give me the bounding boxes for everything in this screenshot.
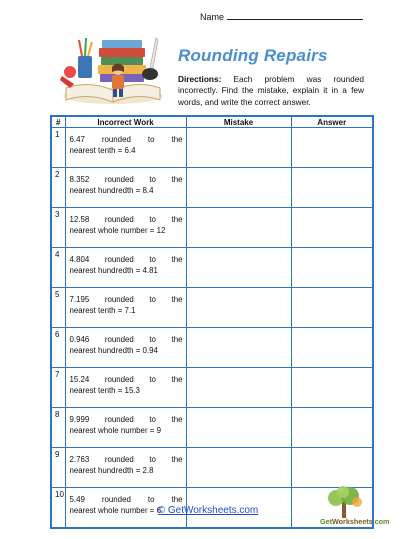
work-word: rounded	[104, 215, 134, 224]
footer-link[interactable]: © GetWorksheets.com	[157, 505, 259, 516]
table-row	[51, 248, 373, 288]
answer-cell[interactable]	[291, 328, 373, 368]
work-line-1	[70, 294, 183, 305]
work-line-1	[70, 214, 183, 225]
incorrect-work-cell	[65, 448, 186, 488]
work-line-1	[70, 454, 183, 465]
answer-cell[interactable]	[291, 408, 373, 448]
answer-cell[interactable]	[291, 168, 373, 208]
name-field[interactable]	[200, 11, 363, 22]
logo-text	[320, 517, 389, 526]
row-number: 3	[51, 208, 65, 248]
row-number: 5	[51, 288, 65, 328]
row-number: 10	[51, 488, 65, 529]
logo-suffix: .com	[372, 517, 390, 526]
mistake-cell[interactable]	[186, 448, 291, 488]
work-word: rounded	[104, 175, 134, 184]
work-word: rounded	[104, 455, 134, 464]
work-line-1	[70, 174, 183, 185]
work-word: to	[149, 455, 156, 464]
books-illustration-icon	[58, 34, 168, 110]
work-line-1	[70, 494, 183, 505]
work-word: to	[149, 295, 156, 304]
mistake-cell[interactable]	[186, 248, 291, 288]
work-line-2: nearest whole number = 6	[69, 506, 161, 515]
work-word: rounded	[104, 375, 134, 384]
answer-cell[interactable]	[291, 288, 373, 328]
work-word: to	[147, 135, 155, 144]
directions-label: Directions:	[178, 74, 222, 84]
incorrect-work-cell	[65, 208, 186, 248]
work-word: rounded	[101, 495, 131, 504]
work-word: 12.58	[69, 215, 90, 224]
work-line-2: nearest tenth = 6.4	[69, 146, 136, 155]
mistake-cell[interactable]	[186, 368, 291, 408]
work-line-1	[70, 414, 183, 425]
answer-cell[interactable]	[291, 368, 373, 408]
mistake-cell[interactable]	[186, 288, 291, 328]
header-answer: Answer	[291, 116, 373, 128]
work-line-2: nearest whole number = 9	[69, 426, 161, 435]
work-line-2: nearest hundredth = 8.4	[69, 186, 154, 195]
work-word: 6.47	[69, 135, 85, 144]
table-row	[51, 408, 373, 448]
row-number: 7	[51, 368, 65, 408]
work-word: rounded	[104, 415, 134, 424]
work-line-1	[70, 134, 183, 145]
mistake-cell[interactable]	[186, 128, 291, 168]
work-line-1	[70, 254, 183, 265]
work-word: to	[149, 375, 156, 384]
row-number: 9	[51, 448, 65, 488]
work-word: the	[171, 295, 183, 304]
work-word: 2.763	[69, 455, 90, 464]
worksheet-title: Rounding Repairs	[178, 46, 328, 65]
header-mistake: Mistake	[186, 116, 291, 128]
header-incorrect-work: Incorrect Work	[65, 116, 186, 128]
answer-cell[interactable]	[291, 248, 373, 288]
work-line-2: nearest tenth = 15.3	[69, 386, 140, 395]
name-label: Name	[200, 12, 225, 22]
name-underline[interactable]	[227, 11, 363, 20]
row-number: 4	[51, 248, 65, 288]
logo-word-get: Get	[320, 517, 332, 526]
work-word: the	[171, 495, 183, 504]
row-number: 1	[51, 128, 65, 168]
incorrect-work-cell	[65, 168, 186, 208]
incorrect-work-cell	[65, 128, 186, 168]
work-word: the	[171, 335, 183, 344]
work-line-2: nearest tenth = 7.1	[69, 306, 136, 315]
work-line-2: nearest whole number = 12	[69, 226, 166, 235]
work-word: the	[171, 415, 183, 424]
answer-cell[interactable]	[291, 128, 373, 168]
work-word: to	[147, 495, 155, 504]
worksheet-table	[50, 115, 374, 529]
table-row	[51, 208, 373, 248]
work-word: rounded	[104, 335, 134, 344]
directions	[178, 74, 364, 108]
work-word: the	[171, 175, 183, 184]
mistake-cell[interactable]	[186, 408, 291, 448]
table-row	[51, 328, 373, 368]
logo-word-worksheets: Worksheets	[331, 517, 373, 526]
work-word: 15.24	[69, 375, 90, 384]
table-row	[51, 368, 373, 408]
row-number: 2	[51, 168, 65, 208]
row-number: 6	[51, 328, 65, 368]
table-row	[51, 168, 373, 208]
directions-text: Each problem was rounded incorrectly. Find the mistake, explain it in a few words, and write the correct answer.	[178, 74, 364, 107]
mistake-cell[interactable]	[186, 328, 291, 368]
incorrect-work-cell	[65, 248, 186, 288]
incorrect-work-cell	[65, 328, 186, 368]
work-word: to	[149, 255, 156, 264]
work-word: the	[171, 255, 183, 264]
work-word: to	[149, 175, 156, 184]
work-word: 9.999	[69, 415, 90, 424]
row-number: 8	[51, 408, 65, 448]
answer-cell[interactable]	[291, 448, 373, 488]
work-word: to	[149, 215, 156, 224]
work-word: rounded	[101, 135, 131, 144]
header-number: #	[51, 116, 65, 128]
work-word: the	[171, 215, 183, 224]
mistake-cell[interactable]	[186, 208, 291, 248]
table-row	[51, 288, 373, 328]
work-word: rounded	[104, 255, 134, 264]
work-word: 4.804	[69, 255, 90, 264]
work-word: 7.195	[69, 295, 90, 304]
work-word: 8.352	[69, 175, 90, 184]
incorrect-work-cell	[65, 368, 186, 408]
work-word: 5.49	[69, 495, 85, 504]
incorrect-work-cell	[65, 288, 186, 328]
work-line-1	[70, 334, 183, 345]
work-line-1	[70, 374, 183, 385]
work-line-2: nearest hundredth = 4.81	[69, 266, 158, 275]
mistake-cell[interactable]	[186, 168, 291, 208]
work-word: the	[171, 135, 183, 144]
work-word: the	[171, 455, 183, 464]
work-word: the	[171, 375, 183, 384]
table-row	[51, 128, 373, 168]
work-line-2: nearest hundredth = 2.8	[69, 466, 154, 475]
answer-cell[interactable]	[291, 208, 373, 248]
incorrect-work-cell	[65, 408, 186, 448]
work-word: to	[149, 335, 156, 344]
work-line-2: nearest hundredth = 0.94	[69, 346, 158, 355]
work-word: rounded	[104, 295, 134, 304]
work-word: 0.946	[69, 335, 90, 344]
work-word: to	[149, 415, 156, 424]
table-row	[51, 448, 373, 488]
table-header-row	[51, 116, 373, 128]
